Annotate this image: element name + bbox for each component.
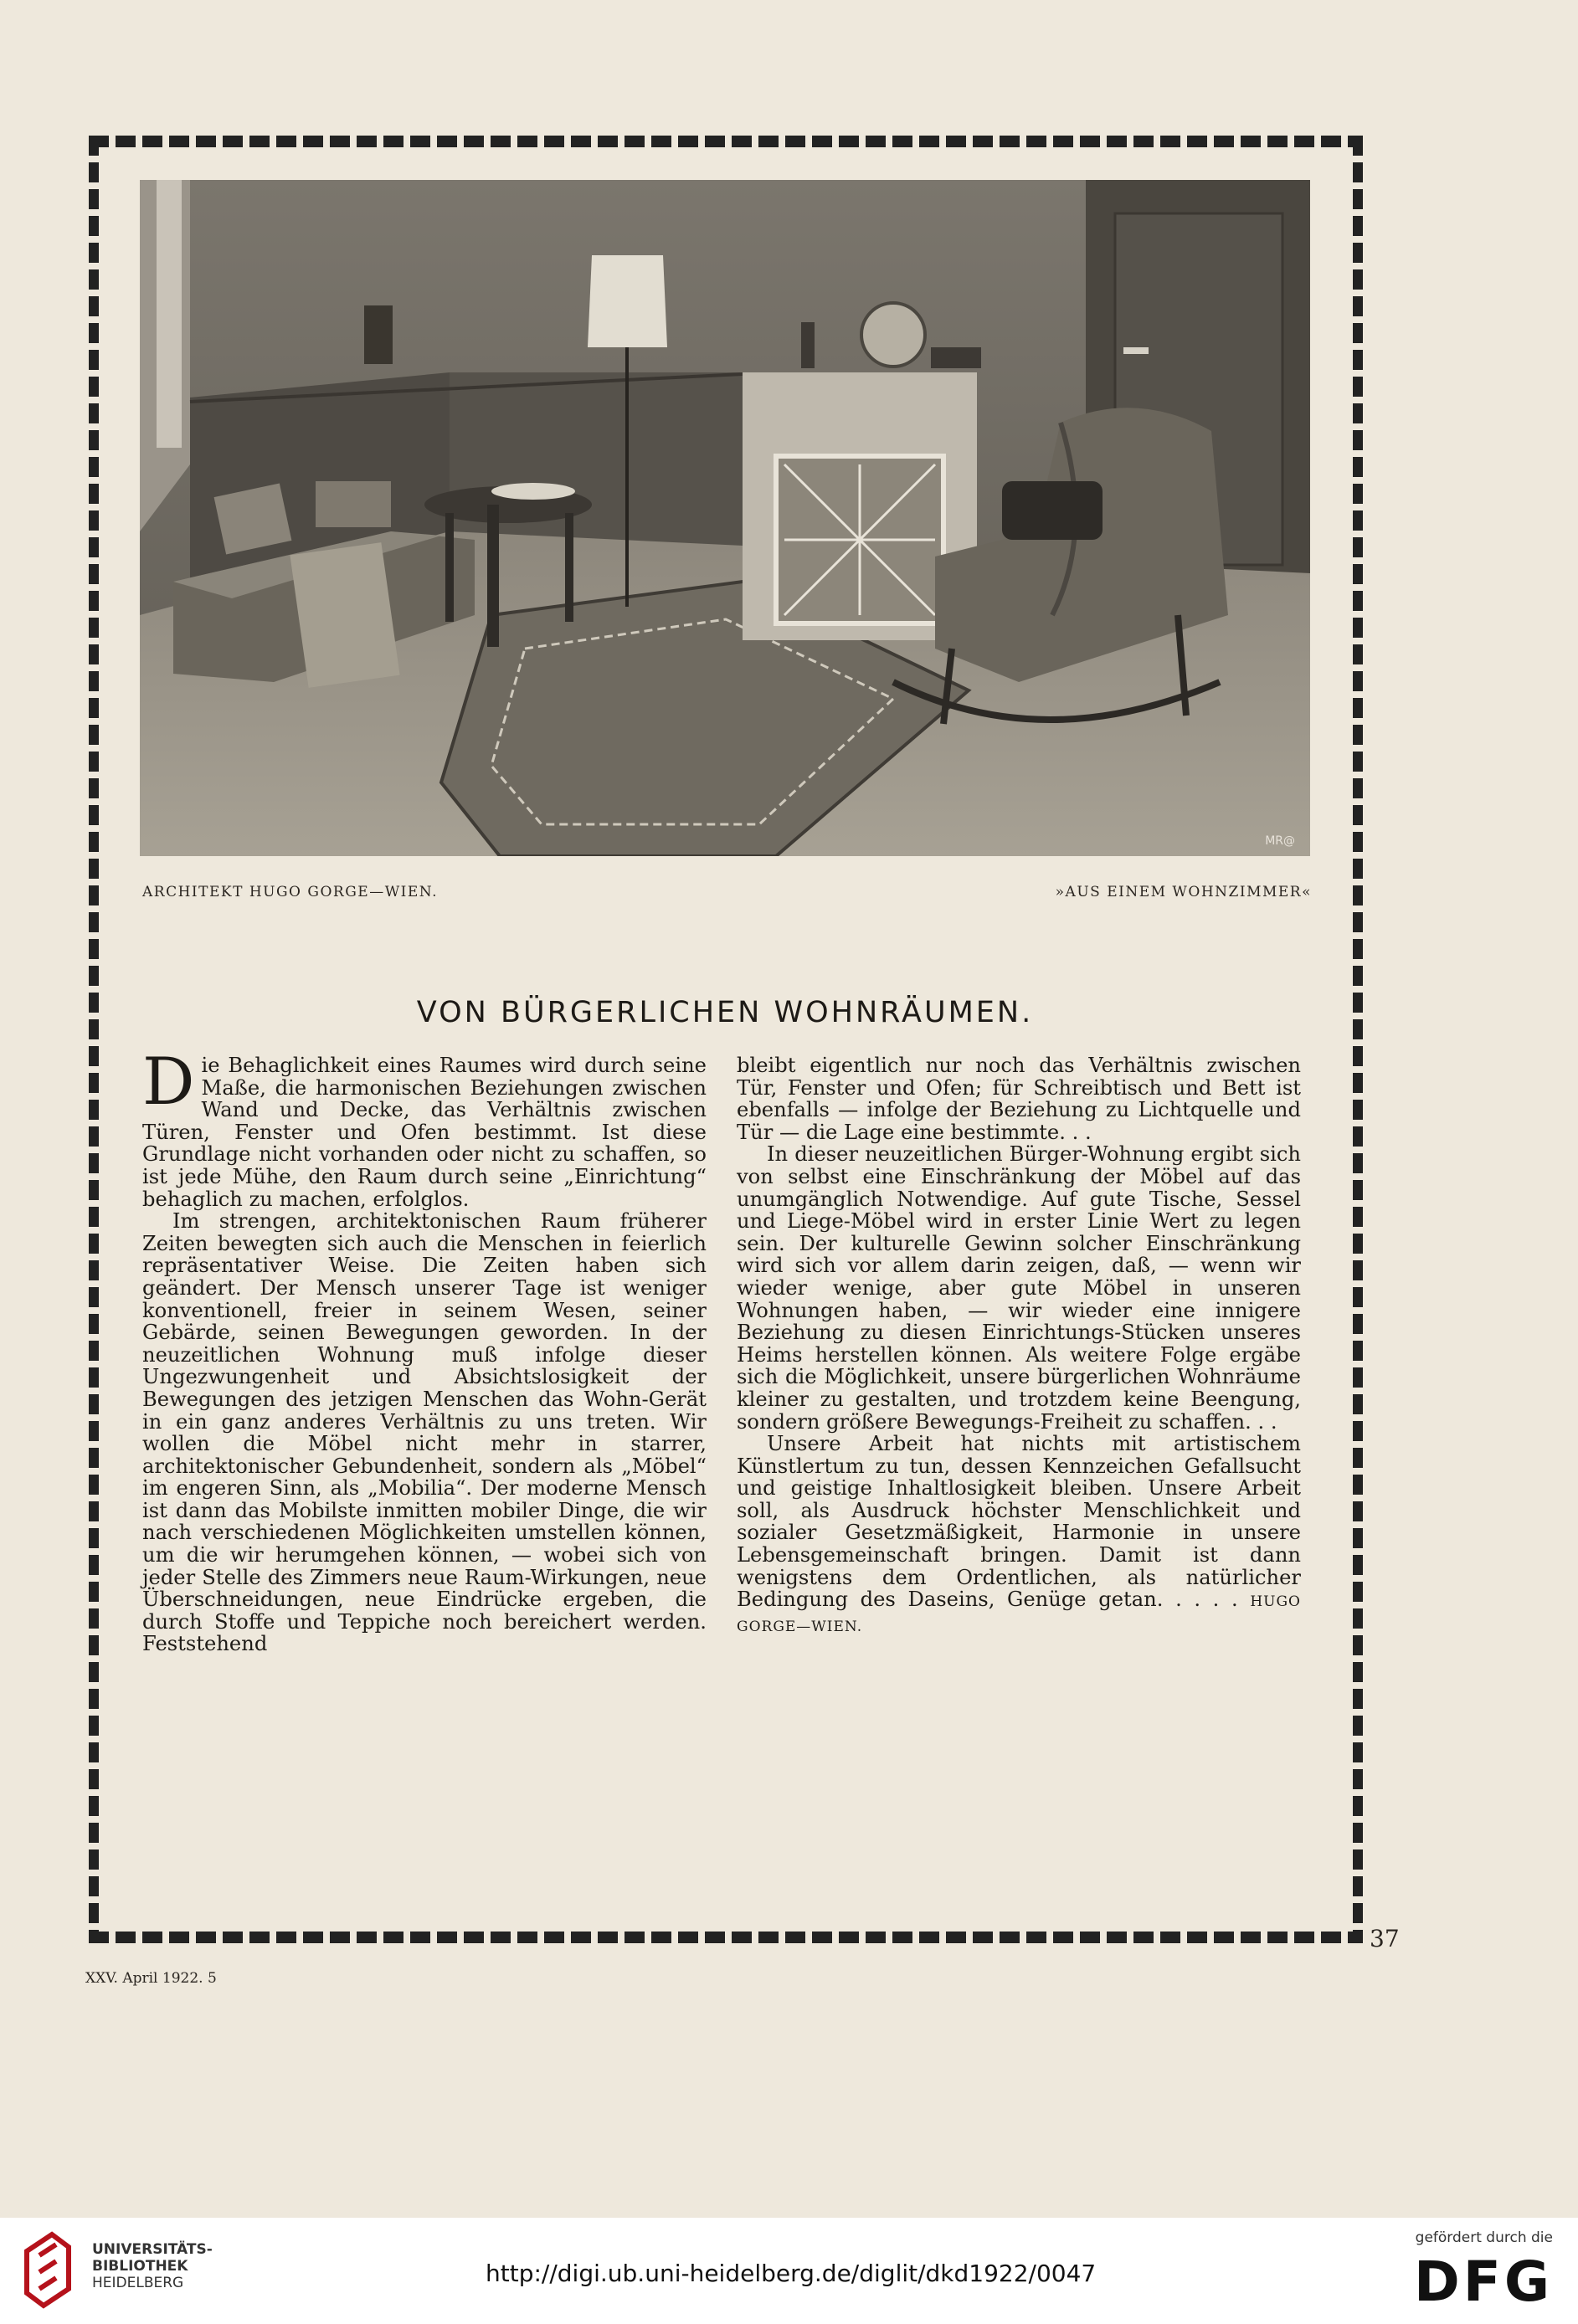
paragraph-5-text: Unsere Arbeit hat nichts mit artistischem Künstlertum zu tun, dessen Kennzeichen Gefallsucht und geistige Inhaltlosigkeit bleiben. Unsere Arbeit soll, als Ausdruck höchster Menschlichkeit und sozialer Gesetzmäßigkeit, Harmonie in unsere Lebensgemeinschaft bringen. Damit ist dann wenigstens dem Ordentlichen, als natürlicher Bedingung des Daseins, Genüge getan. . . . . bbox=[737, 1432, 1301, 1612]
university-library-logo-icon bbox=[18, 2226, 77, 2310]
library-name bbox=[92, 2241, 213, 2291]
page-number: 37 bbox=[1370, 1925, 1400, 1952]
photo-caption-title: »AUS EINEM WOHNZIMMER« bbox=[1055, 884, 1312, 900]
paragraph-4: In dieser neuzeitlichen Bürger-Wohnung ergibt sich von selbst eine Einschränkung der Möbel auf das unumgänglich Notwendige. Auf gute Tische, Sessel und Liege-Möbel wird in erster Linie Wert zu legen sein. Der kulturelle Gewinn solcher Einschränkung wird sich vor allem darin zeigen, daß, — wenn wir wieder wenige, aber gute Möbel in unseren Wohnungen haben, — wir wieder eine innigere Beziehung zu diesen Einrichtungs-Stücken unseres Heims herstellen können. Als weitere Folge ergäbe sich die Möglichkeit, unsere bürgerlichen Wohnräume kleiner zu gestalten, und trotzdem keine Beengung, sondern größere Bewegungs-Freiheit zu schaffen. . . bbox=[737, 1142, 1301, 1434]
frame-left-border bbox=[89, 136, 99, 1943]
author-signature: HUGO GORGE—WIEN. bbox=[737, 1593, 1301, 1635]
paragraph-1 bbox=[142, 1044, 707, 1211]
frame-bottom-border bbox=[89, 1932, 1363, 1943]
issue-line: XXV. April 1922. 5 bbox=[85, 1970, 217, 1987]
article-headline: VON BÜRGERLICHEN WOHNRÄUMEN. bbox=[416, 996, 1034, 1029]
paragraph-1-text: ie Behaglichkeit eines Raumes wird durch seine Maße, die harmonischen Beziehungen zwischen Wand und Decke, das Verhältnis zwischen Türen, Fenster und Ofen bestimmt. Ist diese Grundlage nicht vorhanden oder nicht zu schaffen, so ist jede Mühe, den Raum durch seine „Einrichtung“ behaglich zu machen, erfolglos. bbox=[142, 1054, 707, 1211]
photo-caption-architect: ARCHITEKT HUGO GORGE—WIEN. bbox=[142, 884, 438, 900]
frame-top-border bbox=[89, 136, 1363, 147]
photo-credit-mark: MR@ bbox=[1265, 834, 1295, 848]
paragraph-5 bbox=[737, 1433, 1301, 1638]
library-name-line-1: UNIVERSITÄTS- bbox=[92, 2241, 213, 2258]
paragraph-3: bleibt eigentlich nur noch das Verhältnis zwischen Tür, Fenster und Ofen; für Schreibtisch und Bett ist ebenfalls — infolge der Beziehung zu Lichtquelle und Tür — die Lage eine bestimmte. . . bbox=[737, 1054, 1301, 1144]
living-room-photograph bbox=[140, 180, 1310, 856]
drop-cap: D bbox=[142, 1044, 195, 1120]
dfg-logo: DFG bbox=[1413, 2250, 1553, 2314]
paragraph-2: Im strengen, architektonischen Raum früherer Zeiten bewegten sich auch die Menschen in feierlich repräsentativer Weise. Die Zeiten haben sich geändert. Der Mensch unserer Tage ist weniger konventionell, freier in seinem Wesen, seiner Gebärde, seinen Bewegungen geworden. In der neuzeitlichen Wohnung muß infolge dieser Ungezwungenheit und Absichtslosigkeit der Bewegungen des jetzigen Menschen das Wohn-Gerät in ein ganz anderes Verhältnis zu uns treten. Wir wollen die Möbel nicht mehr in starrer, architektonischer Gebundenheit, sondern als „Möbel“ im engeren Sinn, als „Mobilia“. Der moderne Mensch ist dann das Mobilste inmitten mobiler Dinge, die wir nach verschiedenen Möglichkeiten umstellen können, um die wir herumgehen können, — wobei sich von jeder Stelle des Zimmers neue Raum-Wirkungen, neue Überschneidungen, neue Eindrücke ergeben, die durch Stoffe und Teppiche noch bereichert werden. Feststehend bbox=[142, 1209, 707, 1656]
library-name-line-3: HEIDELBERG bbox=[92, 2275, 184, 2291]
permalink-url[interactable]: http://digi.ub.uni-heidelberg.de/diglit/dkd1922/0047 bbox=[486, 2260, 1097, 2287]
frame-right-border bbox=[1353, 136, 1363, 1943]
digitization-footer bbox=[0, 2218, 1578, 2324]
funding-note: gefördert durch die bbox=[1415, 2229, 1553, 2246]
library-name-line-2: BIBLIOTHEK bbox=[92, 2258, 188, 2275]
article-left-column bbox=[142, 1044, 707, 1656]
article-right-column bbox=[737, 1054, 1301, 1638]
